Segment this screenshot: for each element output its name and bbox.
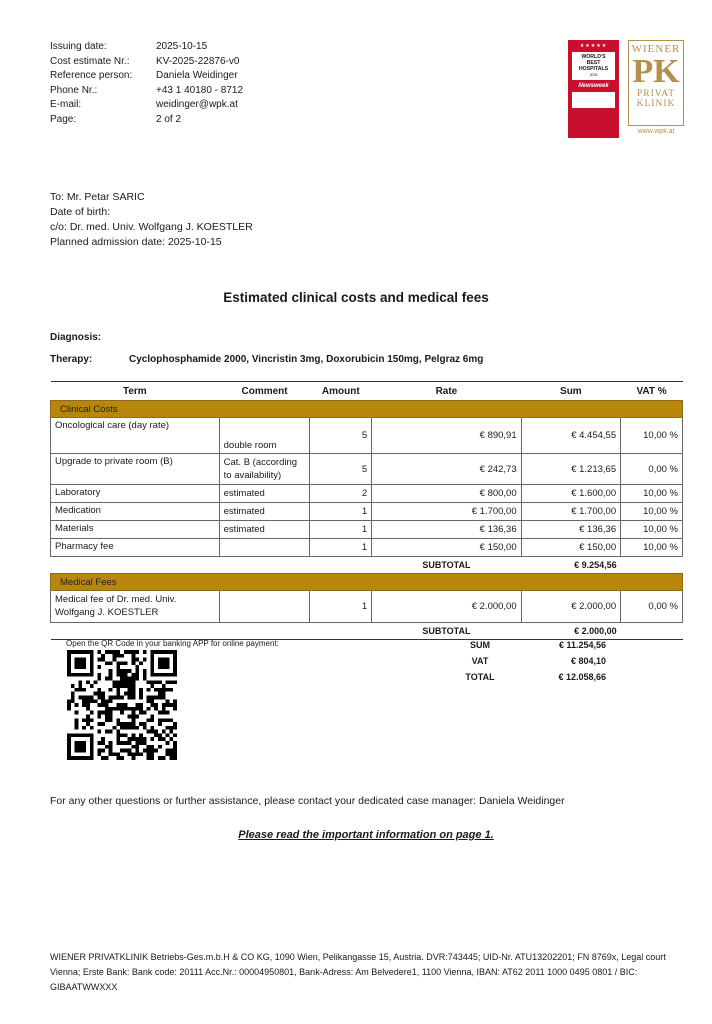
page-title: Estimated clinical costs and medical fees [223,290,489,305]
totals-sum-row: SUM € 11.254,56 [470,640,606,650]
totals-total-row: TOTAL € 12.058,66 [465,672,606,682]
clinical-subtotal-label: SUBTOTAL [422,560,471,570]
badge-stars: ★★★★★ [579,43,608,49]
badge-publisher: Newsweek [578,83,609,89]
company-footer: WIENER PRIVATKLINIK Betriebs-Ges.m.b.H & CO KG, 1090 Wien, Pelikangasse 15, Austria. DVR:743445; UID-Nr. ATU13202201; FN 8769x, Legal court Vienna; Erste Bank: Bank code: 20111 Acc.Nr.: 00004950801, Bank-Adress: Am Belvedere1, 1100 Vienna, IBAN: AT62 2011 1000 0495 0801 / BIC: GIBAATWWXXX [50,952,666,992]
therapy-label: Therapy: [50,354,93,365]
meta-estimate-number: Cost estimate Nr.: KV-2025-22876-v0 [50,55,240,67]
document-meta [50,40,243,127]
payment-qr-code[interactable] [66,650,178,760]
table-row: Medication estimated 1 € 1.700,00 € 1.700,00 10,00 % [51,503,683,521]
worlds-best-hospitals-badge [568,40,619,138]
recipient-dob: Date of birth: [50,206,111,218]
meta-phone: Phone Nr.: +43 1 40180 - 8712 [50,84,244,96]
meta-page: Page: 2 of 2 [50,113,182,125]
table-row: Materials estimated 1 € 136,36 € 136,36 10,00 % [51,521,683,539]
col-comment: Comment [219,382,310,401]
diagnosis-label: Diagnosis: [50,332,102,343]
badge-statista-panel [572,92,615,108]
table-row: Laboratory estimated 2 € 800,00 € 1.600,00 10,00 % [51,485,683,503]
table-row: Oncological care (day rate) double room 5 € 890,91 € 4.454,55 10,00 % [51,418,683,454]
table-row: Upgrade to private room (B) Cat. B (according to availability) 5 € 242,73 € 1.213,65 0,00 % [51,454,683,485]
cost-table-header [51,382,683,401]
clinic-website-link[interactable]: www.wpk.at [637,128,675,135]
badge-panel: WORLD'S BEST HOSPITALS 2025 [572,52,615,80]
recipient-care-of: c/o: Dr. med. Univ. Wolfgang J. KOESTLER [50,221,253,233]
therapy-line [50,354,483,365]
qr-caption: Open the QR Code in your banking APP for online payment: [66,639,279,648]
recipient-address [50,190,253,250]
meta-email: E-mail: weidinger@wpk.at [50,99,238,110]
meta-issuing-date: Issuing date: 2025-10-15 [50,41,208,52]
table-row: Pharmacy fee 1 € 150,00 € 150,00 10,00 % [51,539,683,557]
clinic-logo: WIENER PK PRIVAT KLINIK www.wpk.at [628,40,684,138]
recipient-name: To: Mr. Petar SARIC [50,191,145,203]
col-vat: VAT % [621,382,683,401]
medical-subtotal-label: SUBTOTAL [372,623,521,640]
medical-subtotal-value: € 2.000,00 [521,623,620,640]
clinic-logo-mark: PK [632,53,680,90]
table-row: Medical fee of Dr. med. Univ. Wolfgang J. KOESTLER 1 € 2.000,00 € 2.000,00 0,00 % [51,591,683,623]
planned-admission-date: Planned admission date: 2025-10-15 [50,236,222,248]
therapy-value: Cyclophosphamide 2000, Vincristin 3mg, Doxorubicin 150mg, Pelgraz 6mg [129,354,484,365]
section-clinical-costs: Clinical Costs [51,401,683,418]
important-info-note: Please read the important information on page 1. [238,829,494,841]
col-rate: Rate [372,382,521,401]
col-amount: Amount [310,382,372,401]
totals-block [444,637,606,685]
col-sum: Sum [521,382,620,401]
col-term: Term [51,382,220,401]
totals-vat-row: VAT € 804,10 [471,656,606,666]
clinical-subtotal-row [51,557,683,574]
cost-table [50,381,683,640]
clinical-subtotal-value: € 9.254,56 [574,560,617,570]
meta-reference-person: Reference person: Daniela Weidinger [50,70,238,81]
section-medical-fees: Medical Fees [51,574,683,591]
contact-note: For any other questions or further assistance, please contact your dedicated case manager: Daniela Weidinger [50,795,565,807]
